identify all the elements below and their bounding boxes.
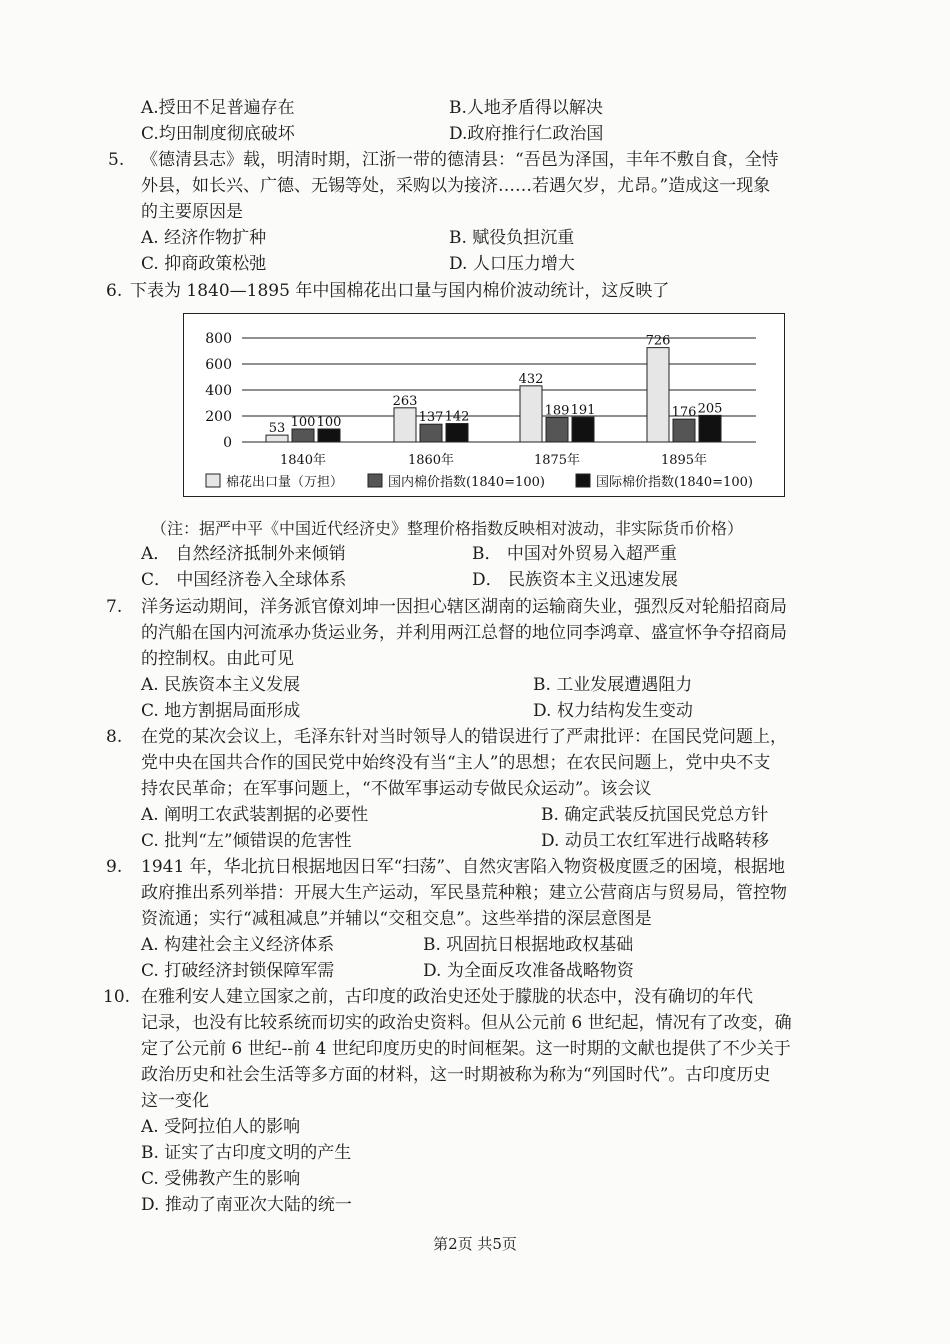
q10-stem-line-3: 定了公元前 6 世纪--前 4 世纪印度历史的时间框架。这一时期的文献也提供了不少关于 bbox=[141, 1039, 791, 1059]
q5-stem-line-1: 《德清县志》载，明清时期，江浙一带的德清县：“吾邑为泽国，丰年不敷自食，全恃 bbox=[141, 150, 779, 170]
q7-stem-line-1: 洋务运动期间，洋务派官僚刘坤一因担心辖区湖南的运输商失业，强烈反对轮船招商局 bbox=[141, 597, 787, 617]
q8-stem-line-1: 在党的某次会议上，毛泽东针对当时领导人的错误进行了严肃批评：在国民党问题上， bbox=[141, 727, 787, 747]
q9-option-c: C. 打破经济封锁保障军需 bbox=[141, 961, 335, 981]
q6-stem: 下表为 1840—1895 年中国棉花出口量与国内棉价波动统计，这反映了 bbox=[130, 281, 670, 301]
cotton-chart-svg bbox=[184, 314, 784, 496]
q4-option-d: D.政府推行仁政治国 bbox=[449, 124, 604, 144]
q7-stem-line-3: 的控制权。由此可见 bbox=[141, 649, 294, 669]
q5-option-d: D. 人口压力增大 bbox=[449, 254, 575, 274]
q4-option-b: B.人地矛盾得以解决 bbox=[449, 98, 603, 118]
legend-swatch bbox=[368, 474, 382, 487]
q6-option-b: B． 中国对外贸易入超严重 bbox=[472, 544, 677, 564]
bar-value-label: 205 bbox=[697, 401, 723, 417]
q9-option-b: B. 巩固抗日根据地政权基础 bbox=[423, 935, 634, 955]
q9-stem-line-1: 1941 年，华北抗日根据地因日军“扫荡”、自然灾害陷入物资极度匮乏的困境，根据地 bbox=[141, 857, 786, 877]
q7-option-c: C. 地方割据局面形成 bbox=[141, 701, 301, 721]
q6-option-d: D． 民族资本主义迅速发展 bbox=[472, 570, 679, 590]
bar-value-label: 432 bbox=[518, 371, 544, 387]
bar-value-label: 100 bbox=[290, 415, 316, 430]
q10-option-d: D. 推动了南亚次大陆的统一 bbox=[141, 1195, 352, 1215]
q9-number: 9. bbox=[106, 857, 123, 877]
q8-stem-line-2: 党中央在国共合作的国民党中始终没有当“主人”的思想；在农民问题上，党中央不支 bbox=[141, 753, 771, 773]
q10-stem-line-2: 记录，也没有比较系统而切实的政治史资料。但从公元前 6 世纪起，情况有了改变，确 bbox=[141, 1013, 792, 1033]
q6-number: 6. bbox=[106, 281, 123, 301]
q9-option-a: A. 构建社会主义经济体系 bbox=[141, 935, 335, 955]
q8-stem-line-3: 持农民革命；在军事问题上，“不做军事运动专做民众运动”。该会议 bbox=[141, 779, 652, 799]
q10-number: 10. bbox=[103, 987, 131, 1007]
bar bbox=[420, 424, 442, 442]
q7-number: 7. bbox=[106, 597, 123, 617]
q5-number: 5. bbox=[108, 150, 125, 170]
y-tick-label: 400 bbox=[205, 383, 232, 399]
q4-option-c: C.均田制度彻底破坏 bbox=[141, 124, 295, 144]
q6-option-c: C． 中国经济卷入全球体系 bbox=[141, 570, 347, 590]
q8-option-a: A. 阐明工农武装割据的必要性 bbox=[141, 805, 369, 825]
q8-option-c: C. 批判“左”倾错误的危害性 bbox=[141, 831, 352, 851]
bar bbox=[520, 386, 542, 442]
bar-value-label: 137 bbox=[418, 410, 444, 426]
bar bbox=[394, 408, 416, 442]
bar bbox=[546, 417, 568, 442]
q7-option-d: D. 权力结构发生变动 bbox=[533, 701, 693, 721]
x-tick-label: 1875年 bbox=[533, 453, 581, 468]
bar bbox=[572, 417, 594, 442]
q10-option-a: A. 受阿拉伯人的影响 bbox=[141, 1117, 301, 1137]
bar bbox=[647, 348, 669, 442]
legend-swatch bbox=[576, 474, 590, 487]
legend-label: 国际棉价指数(1840=100) bbox=[596, 475, 753, 490]
q9-stem-line-2: 政府推出系列举措：开展大生产运动，军民垦荒种粮；建立公营商店与贸易局，管控物 bbox=[141, 883, 787, 903]
bar-value-label: 53 bbox=[268, 421, 286, 437]
bar-value-label: 100 bbox=[316, 415, 342, 430]
legend-swatch bbox=[206, 474, 220, 487]
bar bbox=[318, 429, 340, 442]
x-tick-label: 1895年 bbox=[660, 453, 708, 468]
q5-option-c: C. 抑商政策松弛 bbox=[141, 254, 267, 274]
y-tick-label: 0 bbox=[223, 435, 232, 451]
bar bbox=[266, 435, 288, 442]
y-tick-label: 800 bbox=[205, 331, 232, 347]
bar-value-label: 142 bbox=[444, 409, 470, 425]
q10-option-b: B. 证实了古印度文明的产生 bbox=[141, 1143, 352, 1163]
bar-value-label: 189 bbox=[544, 403, 570, 419]
x-tick-label: 1860年 bbox=[407, 453, 455, 468]
x-tick-label: 1840年 bbox=[279, 453, 327, 468]
bar-value-label: 263 bbox=[392, 393, 418, 409]
q5-stem-line-3: 的主要原因是 bbox=[141, 202, 243, 222]
q4-option-a: A.授田不足普遍存在 bbox=[141, 98, 295, 118]
bar-value-label: 176 bbox=[671, 405, 697, 421]
q5-stem-line-2: 外县，如长兴、广德、无锡等处，采购以为接济……若遇欠岁，尤昂。”造成这一现象 bbox=[141, 176, 771, 196]
q7-option-b: B. 工业发展遭遇阻力 bbox=[533, 675, 693, 695]
y-tick-label: 200 bbox=[205, 409, 232, 425]
cotton-chart bbox=[183, 313, 785, 497]
q10-stem-line-4: 政治历史和社会生活等多方面的材料，这一时期被称为称为“列国时代”。古印度历史 bbox=[141, 1065, 771, 1085]
bar bbox=[673, 419, 695, 442]
q8-number: 8. bbox=[106, 727, 123, 747]
q6-option-a: A． 自然经济抵制外来倾销 bbox=[141, 544, 346, 564]
q7-option-a: A. 民族资本主义发展 bbox=[141, 675, 301, 695]
bar bbox=[292, 429, 314, 442]
q8-option-b: B. 确定武装反抗国民党总方针 bbox=[541, 805, 769, 825]
q10-stem-line-5: 这一变化 bbox=[141, 1091, 209, 1111]
legend-label: 国内棉价指数(1840=100) bbox=[388, 475, 545, 490]
y-tick-label: 600 bbox=[205, 357, 232, 373]
q8-option-d: D. 动员工农红军进行战略转移 bbox=[541, 831, 769, 851]
legend-label: 棉花出口量（万担） bbox=[226, 475, 344, 490]
q9-stem-line-3: 资流通；实行“减租减息”并辅以“交租交息”。这些举措的深层意图是 bbox=[141, 909, 652, 929]
q10-option-c: C. 受佛教产生的影响 bbox=[141, 1169, 301, 1189]
q7-stem-line-2: 的汽船在国内河流承办货运业务，并利用两江总督的地位同李鸿章、盛宣怀争夺招商局 bbox=[141, 623, 787, 643]
q10-stem-line-1: 在雅利安人建立国家之前，古印度的政治史还处于朦胧的状态中，没有确切的年代 bbox=[141, 987, 753, 1007]
q9-option-d: D. 为全面反攻准备战略物资 bbox=[423, 961, 634, 981]
q5-option-b: B. 赋役负担沉重 bbox=[449, 228, 575, 248]
bar-value-label: 726 bbox=[645, 333, 671, 349]
page-footer: 第2页 共5页 bbox=[433, 1235, 517, 1253]
bar bbox=[699, 415, 721, 442]
q5-option-a: A. 经济作物扩种 bbox=[141, 228, 267, 248]
bar-value-label: 191 bbox=[570, 403, 596, 419]
q6-note: （注：据严中平《中国近代经济史》整理价格指数反映相对波动，非实际货币价格） bbox=[151, 519, 744, 538]
bar bbox=[446, 424, 468, 442]
